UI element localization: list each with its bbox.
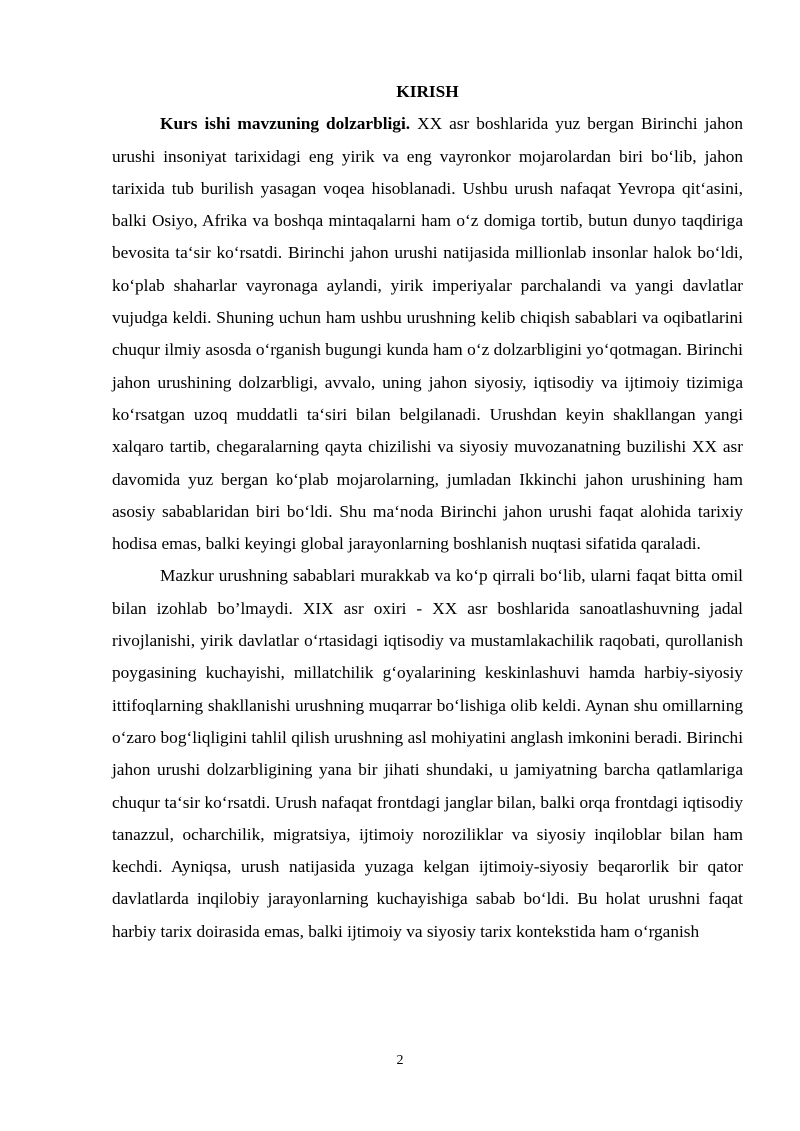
paragraph-lead: Kurs ishi mavzuning dolzarbligi.: [160, 114, 411, 134]
paragraph-causes: Mazkur urushning sabablari murakkab va ko‘p qirrali bo‘lib, ularni faqat bitta omil bilan izohlab bo’lmaydi. XIX asr oxiri - XX asr boshlarida sanoatlashuvning jadal rivojlanishi, yirik davlatlar o‘rtasidagi iqtisodiy va mustamlakachilik raqobati, qurollanish poygasining kuchayishi, millatchilik g‘oyalarining keskinlashuvi hamda harbiy-siyosiy ittifoqlarning shakllanishi urushning muqarrar bo‘lishiga olib keldi. Aynan shu omillarning o‘zaro bog‘liqligini tahlil qilish urushning asl mohiyatini anglash imkonini beradi. Birinchi jahon urushi dolzarbligining yana bir jihati shundaki, u jamiyatning barcha qatlamlariga chuqur ta‘sir ko‘rsatdi. Urush nafaqat frontdagi janglar bilan, balki orqa frontdagi iqtisodiy tanazzul, ocharchilik, migratsiya, ijtimoiy noroziliklar va siyosiy inqiloblar bilan ham kechdi. Ayniqsa, urush natijasida yuzaga kelgan ijtimoiy-siyosiy beqarorlik bir qator davlatlarda inqilobiy jarayonlarning kuchayishiga sabab bo‘ldi. Bu holat urushni faqat harbiy tarix doirasida emas, balki ijtimoiy va siyosiy tarix kontekstida ham o‘rganish: [112, 566, 743, 941]
paragraph-body: XX asr boshlarida yuz bergan Birinchi jahon urushi insoniyat tarixidagi eng yirik va eng vayronkor mojarolardan biri bo‘lib, jahon tarixida tub burilish yasagan voqea hisoblanadi. Ushbu urush nafaqat Yevropa qit‘asini, balki Osiyo, Afrika va boshqa mintaqalarni ham o‘z domiga tortib, butun dunyo taqdiriga bevosita ta‘sir ko‘rsatdi. Birinchi jahon urushi natijasida millionlab insonlar halok bo‘ldi, ko‘plab shaharlar vayronaga aylandi, yirik imperiyalar parchalandi va yangi davlatlar vujudga keldi. Shuning uchun ham ushbu urushning kelib chiqish sabablari va oqibatlarini chuqur ilmiy asosda o‘rganish bugungi kunda ham o‘z dolzarbligini yo‘qotmagan. Birinchi jahon urushining dolzarbligi, avvalo, uning jahon siyosiy, iqtisodiy va ijtimoiy tizimiga ko‘rsatgan uzoq muddatli ta‘siri bilan belgilanadi. Urushdan keyin shakllangan yangi xalqaro tartib, chegaralarning qayta chizilishi va siyosiy muvozanatning buzilishi XX asr davomida yuz bergan ko‘plab mojarolarning, jumladan Ikkinchi jahon urushining ham asosiy sabablaridan biri bo‘ldi. Shu ma‘noda Birinchi jahon urushi faqat alohida tarixiy hodisa emas, balki keyingi global jarayonlarning boshlanish nuqtasi sifatida qaraladi.: [112, 114, 743, 554]
section-heading: KIRISH: [396, 82, 459, 101]
page-content: [112, 76, 743, 948]
paragraph-relevance: [112, 108, 743, 560]
page-number: 2: [396, 1053, 404, 1068]
